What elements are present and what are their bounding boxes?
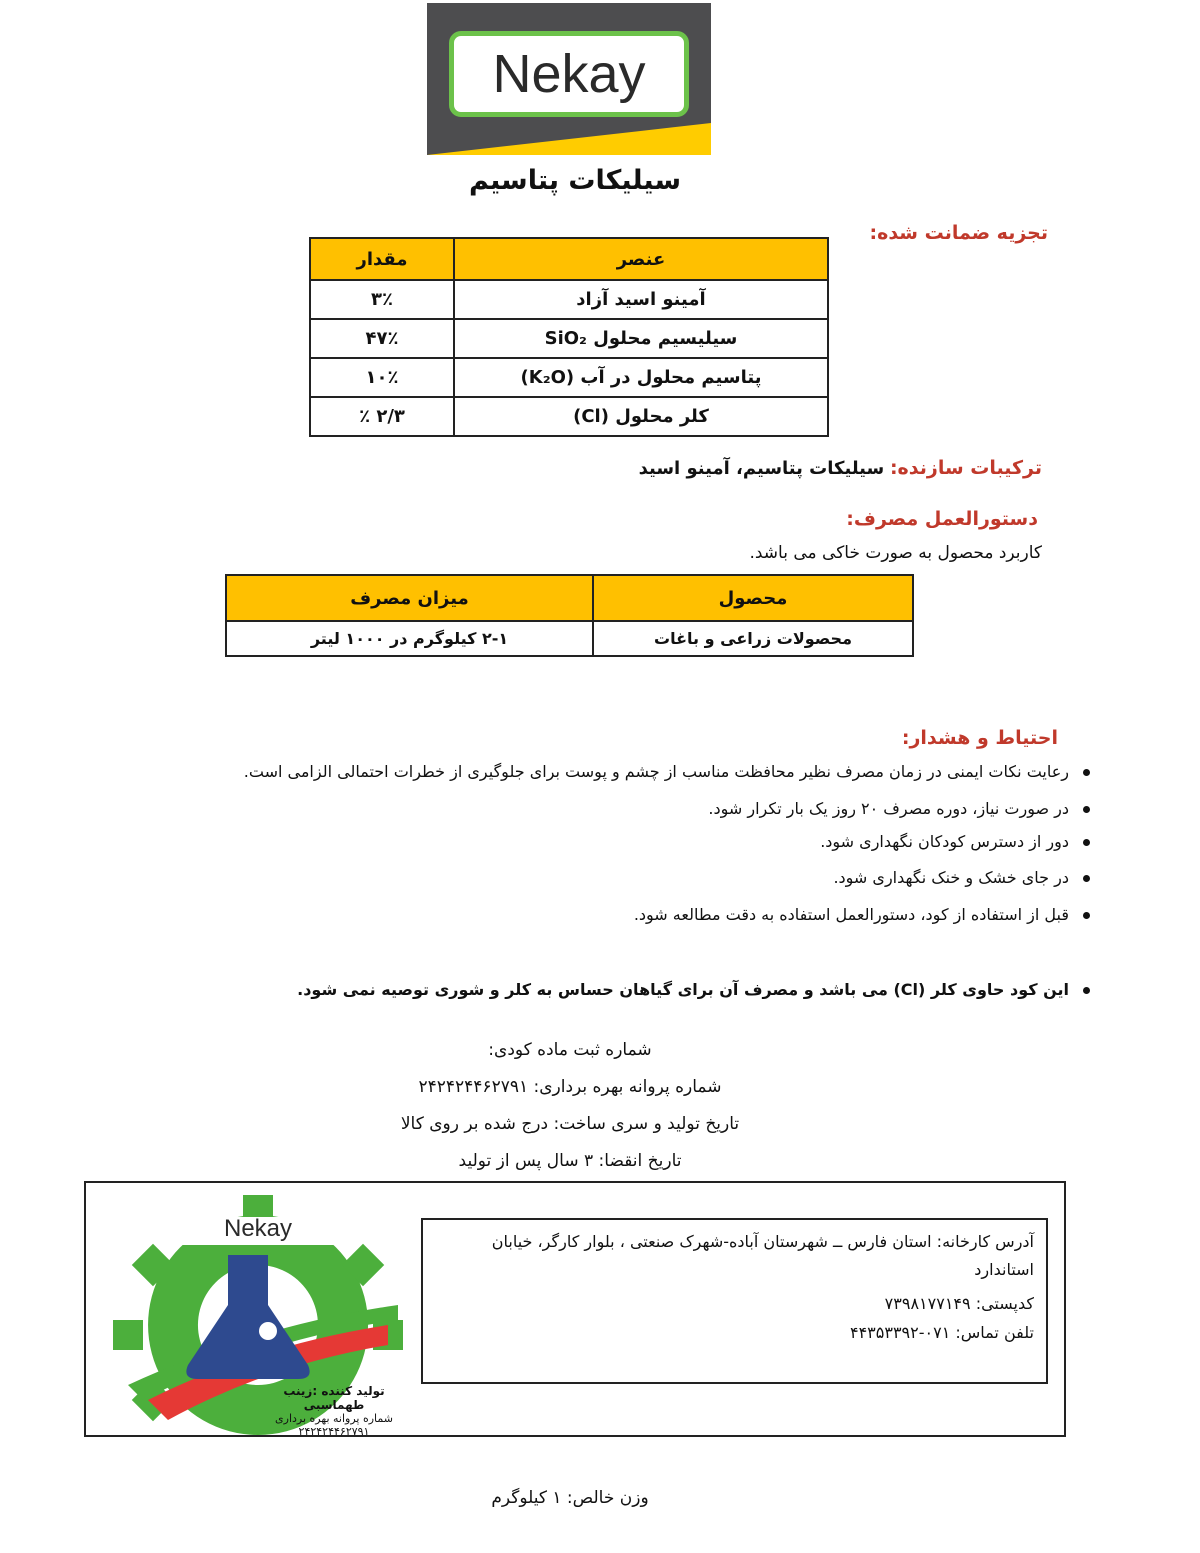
header-crop: محصول [593,575,913,621]
producer-license-number: ۲۴۲۴۲۴۴۶۲۷۹۱ [298,1425,370,1438]
warning-text: این کود حاوی کلر (Cl) می باشد و مصرف آن برای گیاهان حساس به کلر و شوری توصیه نمی شود. [297,980,1069,999]
bullet-icon [1083,875,1090,882]
cell-element: کلر محلول (Cl) [454,397,828,436]
warning-text: در جای خشک و خنک نگهداری شود. [833,868,1069,887]
analysis-label: تجزیه ضمانت شده: [869,222,1048,244]
page-title: سیلیکات پتاسیم [468,165,682,196]
header-amount: مقدار [310,238,454,280]
producer-info [260,1384,408,1438]
chlorine-warning [210,980,1090,1006]
table-row [310,319,828,358]
list-item [634,905,1090,924]
factory-address: آدرس کارخانه: استان فارس ــ شهرستان آباده-شهرک صنعتی ، بلوار کارگر، خیابان استاندارد [491,1232,1034,1279]
cell-amount: ۴۷٪ [310,319,454,358]
composition-value: سیلیکات پتاسیم، آمینو اسید [638,458,885,479]
cell-amount: ۳٪ [310,280,454,319]
analysis-table [309,237,829,437]
warnings-list [210,762,1090,942]
production-date: تاریخ تولید و سری ساخت: درج شده بر روی کالا [400,1114,740,1134]
brand-logo [427,3,711,155]
list-item [820,832,1090,851]
list-item [297,980,1090,999]
expiry-date: تاریخ انقضا: ۳ سال پس از تولید [458,1151,682,1171]
cell-element: پتاسیم محلول در آب (K₂O) [454,358,828,397]
composition-line [639,457,1042,479]
cell-amount: ۱۰٪ [310,358,454,397]
address-box [421,1218,1048,1384]
warning-text: رعایت نکات ایمنی در زمان مصرف نظیر محافظت مناسب از چشم و پوست برای جلوگیری از خطرات احتمالی الزامی است. [243,762,1069,781]
usage-table [225,574,914,657]
bullet-icon [1083,912,1090,919]
cell-crop: محصولات زراعی و باغات [593,621,913,656]
bullet-icon [1083,987,1090,994]
table-header-row [310,238,828,280]
header-element: عنصر [454,238,828,280]
warning-text: در صورت نیاز، دوره مصرف ۲۰ روز یک بار تکرار شود. [708,799,1069,818]
table-header-row [226,575,913,621]
table-row [310,358,828,397]
instructions-note: کاربرد محصول به صورت خاکی می باشد. [749,543,1042,563]
table-row [226,621,913,656]
bullet-icon [1083,769,1090,776]
license-line: شماره پروانه بهره برداری: ۲۴۲۴۲۴۴۶۲۷۹۱ [418,1077,722,1097]
logo-stripe [427,115,711,155]
warning-text: قبل از استفاده از کود، دستورالعمل استفاده به دقت مطالعه شود. [633,905,1069,924]
bullet-icon [1083,839,1090,846]
postal-code: کدپستی: ۷۳۹۸۱۷۷۱۴۹ [884,1294,1034,1313]
phone-number: تلفن تماس: ۰۷۱-۴۴۳۵۳۳۹۲ [849,1323,1034,1342]
producer-license-label: شماره پروانه بهره برداری [275,1412,393,1425]
cell-dose: ۲-۱ کیلوگرم در ۱۰۰۰ لیتر [226,621,593,656]
list-item [244,762,1090,781]
instructions-label: دستورالعمل مصرف: [846,508,1038,530]
warning-text: دور از دسترس کودکان نگهداری شود. [820,832,1069,851]
header-dose: میزان مصرف [226,575,593,621]
table-row [310,397,828,436]
producer-name: تولید کننده :زینب طهماسبی [283,1384,385,1412]
list-item [708,799,1090,818]
logo-plate [449,31,689,117]
bullet-icon [1083,806,1090,813]
reg-number: شماره ثبت ماده کودی: [488,1040,652,1060]
cell-element: آمینو اسید آزاد [454,280,828,319]
logo-wordmark: Nekay [492,44,646,104]
list-item [833,868,1090,887]
cell-amount: ۲/۳ ٪ [310,397,454,436]
composition-label: ترکیبات سازنده: [889,457,1042,479]
table-row [310,280,828,319]
net-weight: وزن خالص: ۱ کیلوگرم [491,1488,649,1508]
footer-logo-wordmark: Nekay [223,1215,293,1242]
cell-element: سیلیسیم محلول SiO₂ [454,319,828,358]
warnings-label: احتیاط و هشدار: [901,727,1058,749]
